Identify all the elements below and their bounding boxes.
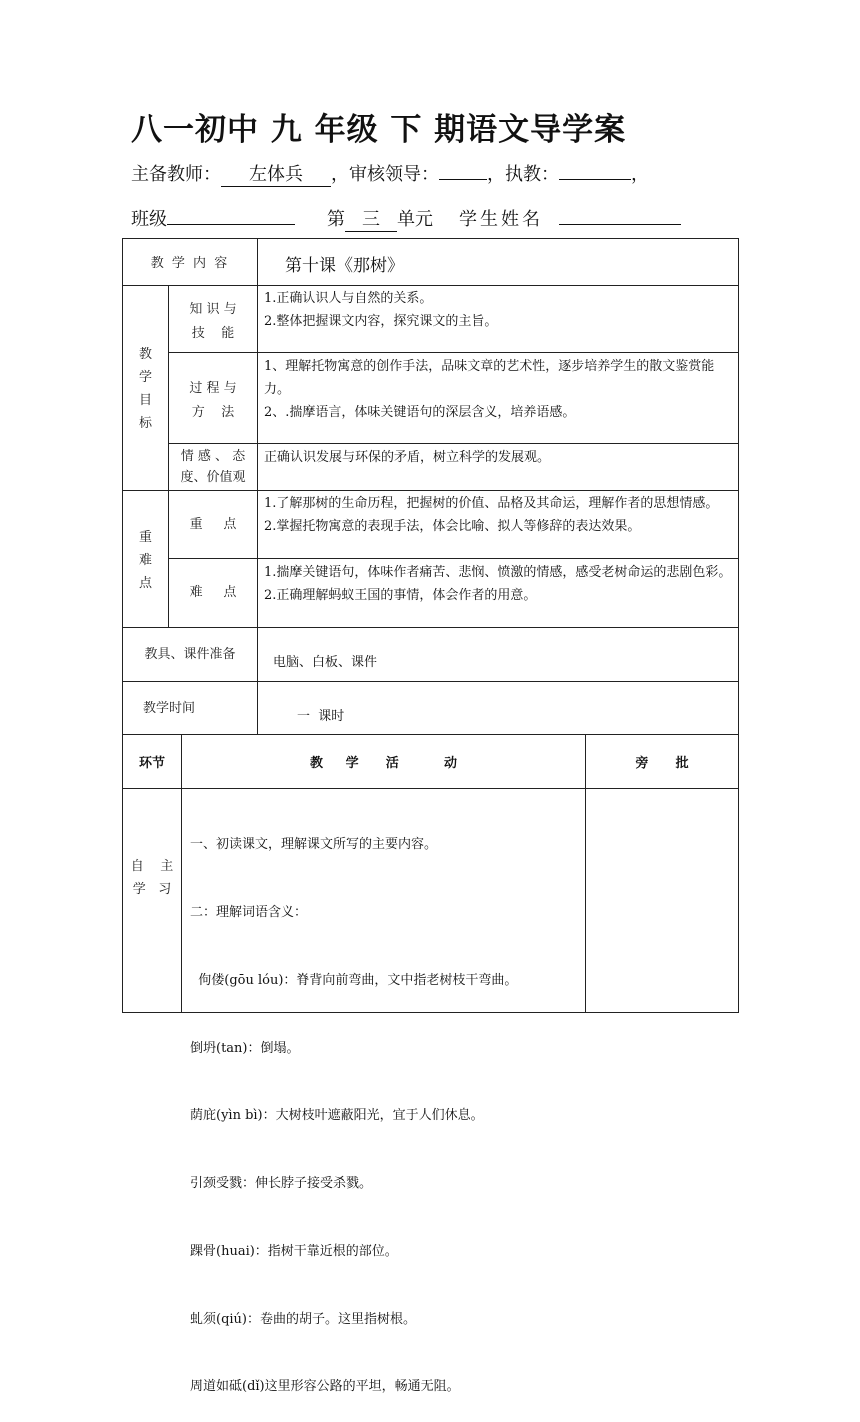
unit-field[interactable]: 三: [345, 205, 397, 232]
goal-process-label: 过 程 与 方 法: [189, 381, 237, 420]
student-name-field[interactable]: [559, 224, 681, 225]
list-item: 周道如砥(dǐ)这里形容公路的平坦，畅通无阻。: [190, 1379, 460, 1395]
trailing-comma: ，: [631, 164, 649, 185]
prep-teacher-label: 主备教师：: [131, 164, 221, 185]
prep-teacher-field[interactable]: 左体兵: [221, 160, 331, 187]
goal-knowledge-label: 知 识 与 技 能: [189, 302, 237, 341]
keypoint-difficult-text: 1.揣摩关键语句，体味作者痛苦、悲悯、愤激的情感，感受老树命运的悲剧色彩。 2.正确理解蚂蚁王国的事情，体会作者的用意。: [264, 565, 732, 603]
header-info-line: [131, 160, 649, 187]
goal-process-text: 1、理解托物寓意的创作手法，品味文章的艺术性，逐步培养学生的散文鉴赏能力。 2、.揣摩语言，体味关键语句的深层含义，培养语感。: [264, 359, 715, 420]
tools-value: 电脑、白板、课件: [273, 655, 378, 670]
keypoint-important-text: 1.了解那树的生命历程，把握树的价值、品格及其命运，理解作者的思想情感。 2.掌握托物寓意的表现手法，体会比喻、拟人等修辞的表达效果。: [264, 496, 719, 534]
self-study-label: 自 主 学 习: [130, 859, 174, 897]
keypoint-important-label: 重 点: [189, 517, 237, 532]
column-stage-header: 环节: [138, 756, 165, 771]
class-field[interactable]: [167, 224, 295, 225]
time-value: 一 课时: [297, 709, 345, 724]
reviewer-field[interactable]: [439, 179, 487, 180]
tools-label: 教具、课件准备: [144, 647, 236, 662]
class-info-line: [131, 205, 681, 232]
content-label: 教 学 内 容: [150, 256, 230, 271]
list-item: 荫庇(yìn bì)：大树枝叶遮蔽阳光，宜于人们休息。: [190, 1108, 484, 1124]
list-item: 引颈受戮：伸长脖子接受杀戮。: [190, 1176, 373, 1192]
list-item: 佝偻(gōu lóu)：脊背向前弯曲，文中指老树枝干弯曲。: [190, 972, 518, 988]
unit-prefix: 第: [327, 209, 345, 230]
reviewer-label: ，审核领导：: [331, 164, 439, 185]
column-activity-header: 教 学 活 动: [309, 756, 458, 771]
teacher-field[interactable]: [559, 179, 631, 180]
list-item: 虬须(qiú)：卷曲的胡子。这里指树根。: [190, 1311, 416, 1327]
list-item: 一、初读课文，理解课文所写的主要内容。: [190, 837, 438, 853]
unit-suffix: 单元: [397, 209, 433, 230]
goal-emotion-label: 情 感 、 态 度、价值观: [180, 449, 246, 485]
keypoints-label: 重 难 点: [138, 530, 152, 591]
student-name-label: 学生姓名: [459, 209, 543, 230]
self-study-content: [190, 789, 582, 1422]
teacher-label: ，执教：: [487, 164, 559, 185]
list-item: 踝骨(huai)：指树干靠近根的部位。: [190, 1243, 398, 1259]
column-notes-header: 旁 批: [635, 756, 689, 771]
goals-label: 教 学 目 标: [138, 347, 152, 431]
list-item: 二：理解词语含义：: [190, 904, 308, 920]
notes-cell[interactable]: [586, 789, 738, 1012]
time-label: 教学时间: [142, 701, 195, 716]
class-label: 班级: [131, 209, 167, 230]
lesson-title: 第十课《那树》: [285, 256, 404, 276]
list-item: 倒坍(tan)：倒塌。: [190, 1040, 300, 1056]
page-title: 八一初中 九 年级 下 期语文导学案: [131, 112, 627, 148]
goal-emotion-text: 正确认识发展与环保的矛盾，树立科学的发展观。: [264, 450, 551, 465]
keypoint-difficult-label: 难 点: [189, 585, 237, 600]
goal-knowledge-text: 1.正确认识人与自然的关系。 2.整体把握课文内容，探究课文的主旨。: [264, 291, 498, 329]
